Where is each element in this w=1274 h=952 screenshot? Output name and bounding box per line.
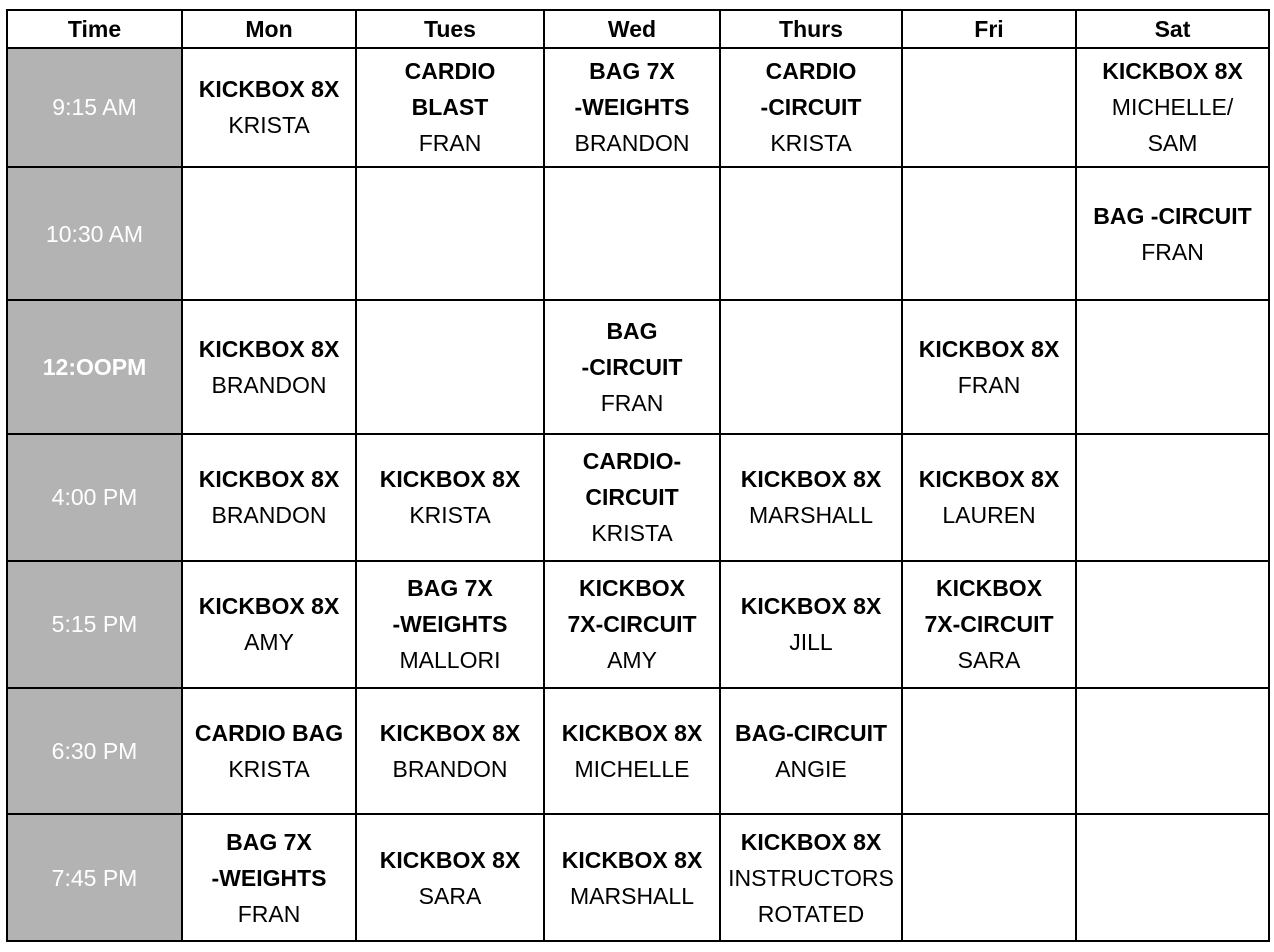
class-name: -CIRCUIT: [581, 354, 683, 381]
class-name: CARDIO BAG: [194, 719, 344, 746]
class-name: KICKBOX 8X: [561, 846, 703, 873]
instructor-name: KRISTA: [770, 130, 852, 157]
instructor-name: FRAN: [418, 130, 482, 157]
class-cell: [356, 300, 544, 434]
class-cell: [720, 300, 902, 434]
instructor-name: KRISTA: [591, 520, 673, 547]
class-name: BAG 7X: [589, 58, 675, 85]
class-name: BAG 7X: [226, 828, 312, 855]
class-cell: [356, 167, 544, 301]
column-header-tues: Tues: [356, 10, 544, 48]
instructor-name: BRANDON: [211, 502, 327, 529]
instructor-name: MARSHALL: [749, 502, 873, 529]
class-name: CIRCUIT: [585, 484, 679, 511]
class-cell: [544, 561, 720, 688]
schedule-row: [7, 561, 1269, 688]
class-cell: [1076, 561, 1269, 688]
instructor-name: AMY: [607, 647, 657, 674]
class-cell: [182, 688, 356, 815]
time-slot-cell: 10:30 AM: [7, 167, 182, 301]
class-name: KICKBOX 8X: [379, 466, 521, 493]
header-row: [7, 10, 1269, 48]
instructor-name: AMY: [244, 629, 294, 656]
class-cell: [544, 48, 720, 167]
class-cell: [902, 48, 1076, 167]
class-cell: [182, 561, 356, 688]
instructor-name: MARSHALL: [570, 882, 694, 909]
class-schedule-table: [6, 9, 1270, 942]
class-cell: [720, 167, 902, 301]
class-cell: [356, 434, 544, 561]
class-cell: [182, 48, 356, 167]
class-cell: [182, 167, 356, 301]
instructor-name: ROTATED: [757, 900, 865, 927]
class-name: -WEIGHTS: [211, 864, 327, 891]
class-name: KICKBOX 8X: [740, 828, 882, 855]
class-cell: [356, 48, 544, 167]
class-name: -CIRCUIT: [760, 94, 862, 121]
class-cell: [356, 561, 544, 688]
class-name: KICKBOX: [935, 575, 1043, 602]
class-name: KICKBOX 8X: [561, 719, 703, 746]
instructor-name: FRAN: [237, 900, 301, 927]
column-header-sat: Sat: [1076, 10, 1269, 48]
class-name: BLAST: [411, 94, 489, 121]
schedule-row: [7, 300, 1269, 434]
class-name: KICKBOX 8X: [1102, 58, 1243, 85]
class-cell: [720, 434, 902, 561]
schedule-row: [7, 434, 1269, 561]
class-cell: [544, 434, 720, 561]
instructor-name: ANGIE: [775, 755, 847, 782]
class-cell: [902, 300, 1076, 434]
instructor-name: KRISTA: [409, 502, 491, 529]
class-cell: [720, 814, 902, 941]
class-cell: [356, 814, 544, 941]
instructor-name: SAM: [1147, 130, 1198, 157]
class-name: 7X-CIRCUIT: [567, 611, 697, 638]
class-name: BAG: [606, 318, 658, 345]
time-slot-cell: 7:45 PM: [7, 814, 182, 941]
instructor-name: SARA: [957, 647, 1021, 674]
class-name: KICKBOX: [578, 575, 686, 602]
class-cell: [720, 688, 902, 815]
instructor-name: MICHELLE: [574, 755, 690, 782]
class-name: KICKBOX 8X: [379, 719, 521, 746]
column-header-fri: Fri: [902, 10, 1076, 48]
class-cell: [1076, 688, 1269, 815]
instructor-name: BRANDON: [211, 372, 327, 399]
instructor-name: JILL: [789, 629, 833, 656]
schedule-body: [7, 48, 1269, 941]
class-name: BAG-CIRCUIT: [734, 719, 888, 746]
instructor-name: FRAN: [957, 372, 1021, 399]
class-name: BAG -CIRCUIT: [1093, 202, 1252, 229]
class-cell: [902, 688, 1076, 815]
instructor-name: INSTRUCTORS: [728, 864, 894, 891]
instructor-name: KRISTA: [228, 112, 310, 139]
class-name: KICKBOX 8X: [198, 336, 340, 363]
class-cell: [544, 814, 720, 941]
schedule-row: [7, 814, 1269, 941]
class-cell: [720, 48, 902, 167]
column-header-mon: Mon: [182, 10, 356, 48]
time-slot-cell: 9:15 AM: [7, 48, 182, 167]
class-cell: [182, 434, 356, 561]
instructor-name: MALLORI: [399, 647, 501, 674]
class-cell: [1076, 167, 1269, 301]
class-cell: [902, 814, 1076, 941]
class-cell: [182, 300, 356, 434]
class-cell: [902, 561, 1076, 688]
instructor-name: BRANDON: [392, 755, 508, 782]
class-name: BAG 7X: [407, 575, 493, 602]
class-name: CARDIO: [404, 58, 496, 85]
class-cell: [544, 688, 720, 815]
class-name: KICKBOX 8X: [918, 466, 1060, 493]
class-cell: [1076, 814, 1269, 941]
class-name: KICKBOX 8X: [740, 593, 882, 620]
time-slot-cell: 12:OOPM: [7, 300, 182, 434]
class-name: KICKBOX 8X: [918, 336, 1060, 363]
class-name: KICKBOX 8X: [379, 846, 521, 873]
instructor-name: MICHELLE/: [1111, 94, 1234, 121]
class-cell: [1076, 48, 1269, 167]
class-cell: [356, 688, 544, 815]
column-header-time: Time: [7, 10, 182, 48]
time-slot-cell: 6:30 PM: [7, 688, 182, 815]
class-name: -WEIGHTS: [392, 611, 508, 638]
class-cell: [720, 561, 902, 688]
time-slot-cell: 4:00 PM: [7, 434, 182, 561]
instructor-name: LAUREN: [942, 502, 1036, 529]
class-name: CARDIO-: [582, 448, 682, 475]
column-header-thurs: Thurs: [720, 10, 902, 48]
instructor-name: SARA: [418, 882, 482, 909]
class-cell: [1076, 300, 1269, 434]
time-slot-cell: 5:15 PM: [7, 561, 182, 688]
class-name: KICKBOX 8X: [740, 466, 882, 493]
class-cell: [544, 300, 720, 434]
class-cell: [902, 167, 1076, 301]
schedule-row: [7, 48, 1269, 167]
class-name: KICKBOX 8X: [198, 593, 340, 620]
instructor-name: FRAN: [600, 390, 664, 417]
class-cell: [544, 167, 720, 301]
class-name: CARDIO: [765, 58, 857, 85]
schedule-row: [7, 167, 1269, 301]
instructor-name: KRISTA: [228, 755, 310, 782]
class-name: -WEIGHTS: [574, 94, 690, 121]
class-cell: [902, 434, 1076, 561]
instructor-name: BRANDON: [574, 130, 690, 157]
class-name: KICKBOX 8X: [198, 76, 340, 103]
instructor-name: FRAN: [1141, 238, 1204, 265]
schedule-row: [7, 688, 1269, 815]
class-cell: [182, 814, 356, 941]
column-header-wed: Wed: [544, 10, 720, 48]
class-name: KICKBOX 8X: [198, 466, 340, 493]
class-name: 7X-CIRCUIT: [924, 611, 1054, 638]
class-cell: [1076, 434, 1269, 561]
